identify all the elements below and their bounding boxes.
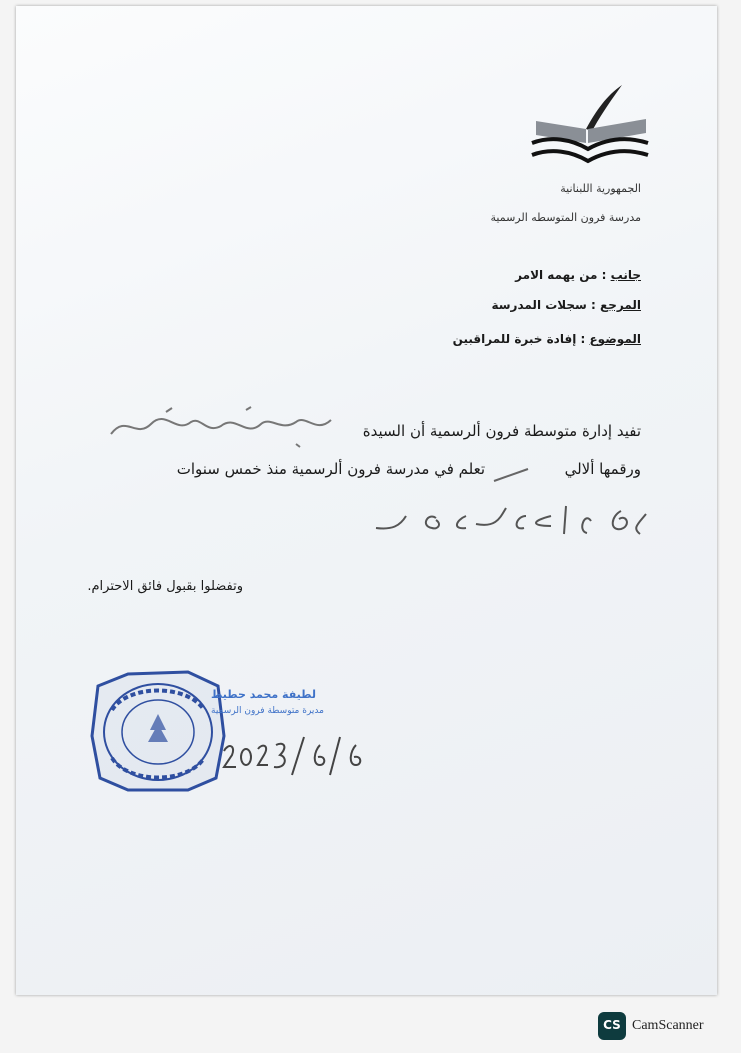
camscanner-logo-icon (598, 1012, 626, 1040)
handwritten-slash (486, 461, 536, 489)
body-line-2-text: تعلم في مدرسة فرون ألرسمية منذ خمس سنوات (176, 460, 486, 478)
reference-line (491, 298, 641, 312)
subject-value: : إفادة خبرة للمراقبين (452, 332, 586, 346)
recipient-label: جانب (610, 268, 641, 282)
body-line-2 (177, 460, 641, 478)
document-page (16, 6, 717, 995)
recipient-value: : من يهمه الامر (515, 268, 607, 282)
camscanner-footer (0, 995, 741, 1053)
body-line-1: تفيد إدارة متوسطة فرون ألرسمية أن السيدة (362, 422, 641, 440)
republic-label: الجمهورية اللبنانية (560, 182, 641, 195)
handwritten-date (216, 731, 366, 779)
subject-label: الموضوع (589, 332, 641, 346)
reference-value: : سجلات المدرسة (491, 298, 596, 312)
subject-line (453, 332, 641, 346)
reference-label: المرجع (600, 298, 641, 312)
handwritten-note (366, 496, 656, 546)
camscanner-watermark: CamScanner (632, 1018, 704, 1033)
official-stamp (88, 666, 228, 796)
handwritten-name (106, 404, 336, 450)
camscanner-logo-text: CS (603, 1018, 621, 1032)
signatory-title: مديرة متوسطة فرون الرسمية (211, 706, 324, 716)
recipient-line (515, 268, 641, 282)
school-label: مدرسة فرون المتوسطه الرسمية (490, 211, 641, 224)
signatory-name: لطيفة محمد حطيط (211, 688, 316, 701)
body-line-2-id-label: ورقمها ألالي (564, 460, 641, 478)
closing-line: وتفضلوا بقبول فائق الاحترام. (87, 579, 243, 594)
open-book-logo (526, 81, 652, 171)
